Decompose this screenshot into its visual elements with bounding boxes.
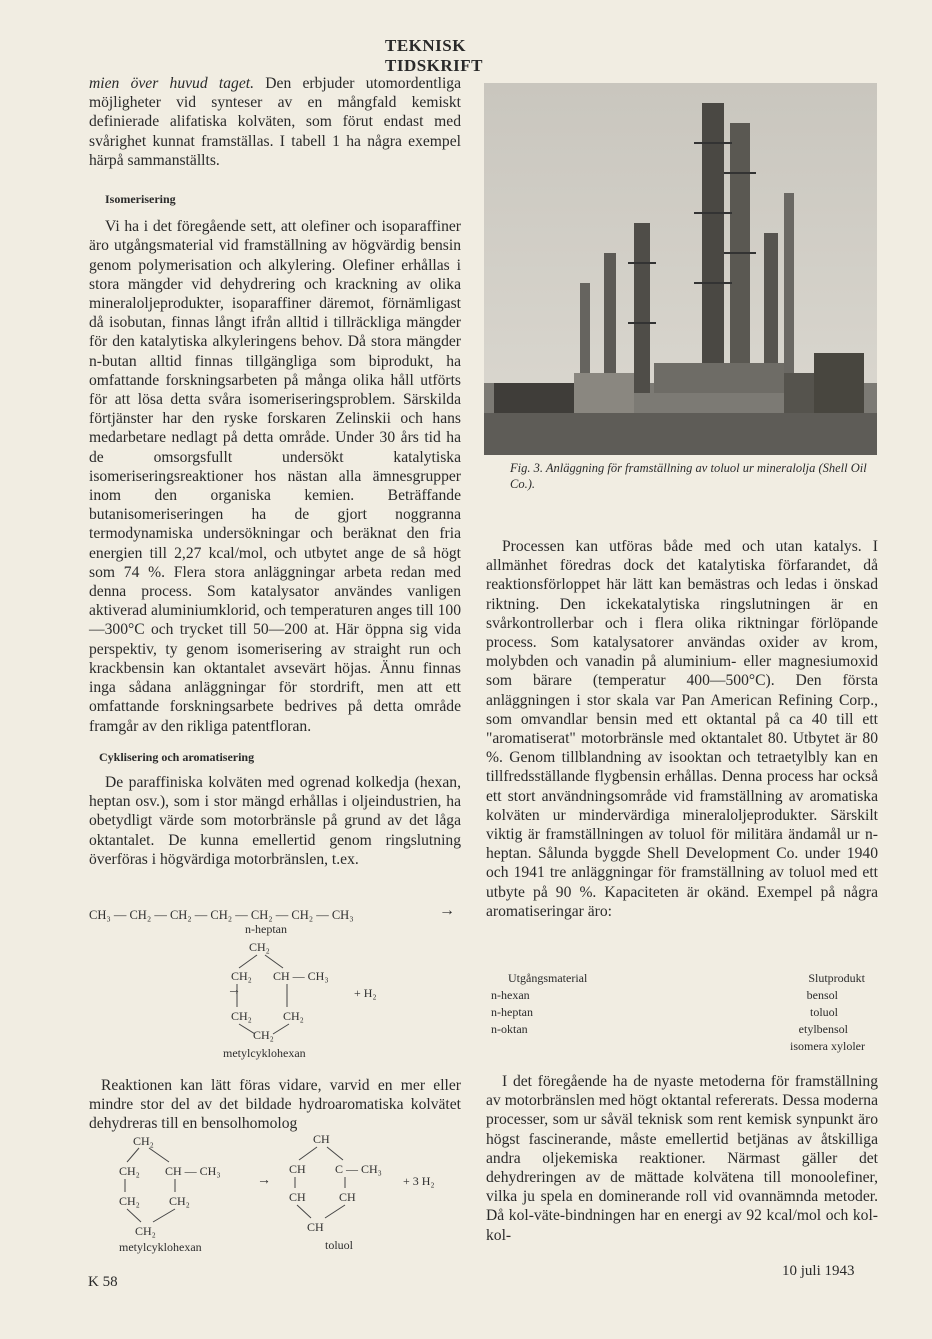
f2-name-left: metylcyklohexan: [119, 1240, 202, 1254]
ring-top: CH₂: [249, 940, 270, 954]
table-header-to: Slutprodukt: [808, 971, 865, 985]
paragraph-isomerisering: Vi ha i det föregående sett, att olefiner och isoparaffiner äro utgångsmaterial vid framställning av högvärdig bensin genom polymerisation och alkylering. Olefiner erhållas i stora mängder vid dehydrering och krackning av olika mineraloljeprodukter, isoparaffiner däremot, förnämligast då isobutan, finnas långt ifrån alltid i tillräckliga mängder för den katalytiska alkyleringens behov. Då stora mängder n-butan alltid finnas tillgängliga som biprodukt, ha omfattande forskningsarbeten på många olika håll utförts för att lösa detta svåra isomeriseringsproblem. Särskilda förtjänster har den ryske forskaren Zelinskii och hans medarbetare nedlagt på detta område. Under 30 års tid ha de omsorgsfullt undersökt katalytiska isomeriseringsreaktioner hos nästan alla ämnesgrupper inom den organiska kemien. Beträffande butanisomeriseringen ha de gjort noggranna termodynamiska undersökningar och beräknat den fria energien till 2,27 kcal/mol, och utbytet ange de så högt som 74 %. Flera stora anläggningar arbeta redan med denna process. Som katalysator användes vanligen aktiverad aluminiumklorid, och temperaturen anges till 100—300°C och trycket till 50—200 at. Här öppna sig vida perspektiv, ty genom isomerisering av straight run och krackbensin kan oktantalet avsevärt höjas. Ännu finnas inga sådana anläggningar för stordrift, men att ett omfattande forskningsarbete bedrives på detta område framgår av den rikliga patentfloran.: [89, 218, 461, 735]
arrow-1: →: [439, 902, 455, 919]
table-row: isomera xyloler: [790, 1039, 865, 1053]
right-column-lower: [486, 1072, 878, 1245]
caption-text: Anläggning för framställning av toluol ur mineralolja (Shell Oil Co.).: [510, 461, 867, 491]
journal-header: TEKNISK TIDSKRIFT: [385, 36, 484, 75]
paragraph-process: Processen kan utföras både med och utan katalys. I allmänhet föredras dock det katalytiska förfarandet, då reaktionsförloppet här lätt kan bemästras och ledas i önskad riktning. Den ickekatalytiska ringslutningen är en svårkontrollerbar och i flera olika riktningar förlöpande process. Som katalysatorer användas oxider av krom, molybden och vanadin på aluminium- eller magnesiumoxid som bärare (temperatur 400—500°C). Den första anläggningen i stor skala var Pan American Refining Corp., som omvandlar bensin med ett oktantal på ca 40 till ett "aromatiserat" motorbränsle med oktantalet 80. Utbytet är 80 %. Genom tillblandning av isooktan och tetraetylbly kan en tillfredsställande flygbensin erhållas. Denna process har också ett stort användningsområde vid framställning av aromatiska kolväten ur mindervärdiga mineraloljeprodukter. Särskilt viktig är framställningen av toluol för militära ändamål ur n-heptan. Sålunda byggde Shell Development Co. under 1940 och 1941 tre anläggningar för framställning av toluol med ett utbyte på 90 %. Kapaciteten är okänd. Exempel på några aromatiseringar äro:: [486, 538, 878, 920]
table-row: n-hexan bensol: [491, 988, 838, 1002]
left-column: [89, 74, 461, 869]
f2-left-lower: CH₂: [119, 1194, 140, 1208]
paragraph-conclusion: I det föregående ha de nyaste metoderna för framställning av motorbränslen med högt oktantal refererats. Dessa moderna processer, som ur såväl teknisk som rent kemisk synpunkt äro högst fascinerande, måste emellertid betjänas av åtskilliga andra oljekemiska reaktioner. Närmast gäller det dehydreringen av de mättade kolvätena till monoolefiner, vilka ju spela en dominerande roll vid ovannämnda metoder. Då kol-väte-bindningen har en energi av 92 kcal/mol och kol-kol-: [486, 1073, 878, 1244]
paragraph-reaction: Reaktionen kan lätt föras vidare, varvid en mer eller mindre stor del av det bildade hydroaromatiska kolvätet dehydreras till en bensolhomolog: [89, 1077, 461, 1133]
figure-caption: [510, 460, 890, 492]
ring-bonds-2: [89, 1128, 469, 1258]
table-header-from: Utgångsmaterial: [508, 971, 588, 985]
f2-left-upper: CH₂: [119, 1164, 140, 1178]
ring-left-upper: CH₂: [231, 969, 252, 983]
f2-top: CH₂: [133, 1134, 154, 1148]
paragraph-cyklisering: De paraffiniska kolväten med ogrenad kolkedja (hexan, heptan osv.), som i stor mängd erhållas i oljeindustrien, ha obetydligt värde som motorbränsle på grund av det låga oktantalet. De kunna emellertid genom ringslutning överföras i högvärdiga motorbränslen, t.ex.: [89, 773, 461, 868]
plus-h2: + H₂: [354, 986, 377, 1000]
ring-right-lower: CH₂: [283, 1009, 304, 1023]
f2-right-lower: CH₂: [169, 1194, 190, 1208]
f2-right-upper: CH — CH₃: [165, 1164, 221, 1178]
refinery-photo: [484, 83, 877, 455]
page-number: K 58: [88, 1274, 118, 1290]
f2-name-right: toluol: [325, 1238, 354, 1252]
intro-text: Den erbjuder utomordentliga möjligheter vid synteser av en mångfald kemiskt definierade alifatiska kolväten, som förut endast med svårighet kunnat framställas. I tabell 1 ha några exempel härpå sammanställts.: [89, 75, 461, 169]
f2-r-left-lower: CH: [289, 1190, 306, 1204]
ring-bottom: CH₂: [253, 1028, 274, 1042]
left-column-lower: [89, 1076, 461, 1134]
formula-toluene: [89, 1128, 469, 1258]
heptane-name: n-heptan: [245, 922, 287, 936]
arrow-2: →: [227, 983, 241, 998]
product-name: metylcyklohexan: [223, 1046, 306, 1060]
heading-cyklisering: Cyklisering och aromatisering: [99, 749, 255, 764]
heading-isomerisering: Isomerisering: [105, 192, 176, 207]
intro-paragraph: [89, 74, 461, 170]
formula-heptane-cyclization: [89, 900, 469, 1068]
ring-left-lower: CH₂: [231, 1009, 252, 1023]
f2-bottom: CH₂: [135, 1224, 156, 1238]
ring-right-upper: CH — CH₃: [273, 969, 329, 983]
f2-plus: + 3 H₂: [403, 1174, 435, 1188]
f2-r-right-lower: CH: [339, 1190, 356, 1204]
intro-italic: mien över huvud taget.: [89, 75, 254, 92]
table-row: n-oktan etylbensol: [491, 1022, 848, 1036]
table-row: n-heptan toluol: [491, 1005, 838, 1019]
caption-label: Fig. 3.: [510, 461, 543, 475]
issue-date: 10 juli 1943: [782, 1263, 855, 1279]
f2-r-left-upper: CH: [289, 1162, 306, 1176]
heptane-chain: CH₃ — CH₂ — CH₂ — CH₂ — CH₂ — CH₂ — CH₃: [89, 908, 354, 922]
f2-r-top: CH: [313, 1132, 330, 1146]
right-column: [486, 537, 878, 921]
f2-r-right-upper: C — CH₃: [335, 1162, 382, 1176]
aromatization-table-wrap: [488, 970, 878, 1055]
ring-bonds-1: [89, 900, 469, 1068]
f2-r-bottom: CH: [307, 1220, 324, 1234]
f2-arrow: →: [257, 1173, 271, 1188]
aromatization-table: [488, 970, 868, 1055]
